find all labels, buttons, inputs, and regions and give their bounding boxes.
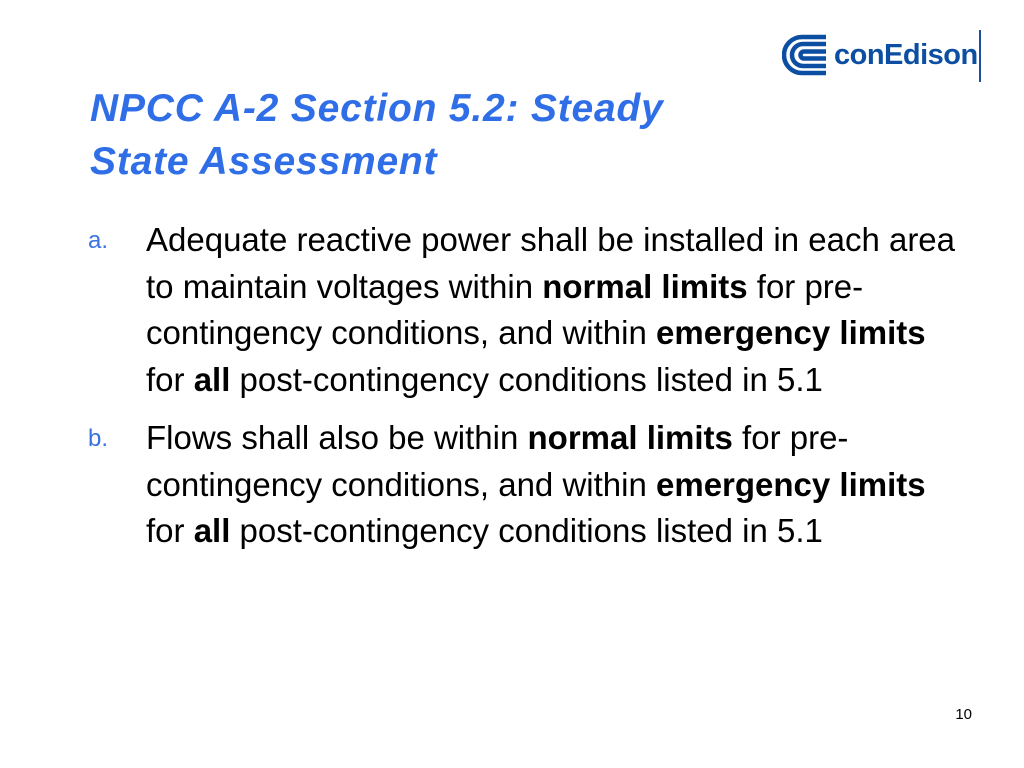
bullet-text-segment: for xyxy=(146,512,194,549)
logo-text: conEdison xyxy=(834,38,978,71)
bullet-marker: b. xyxy=(88,425,109,452)
slide-title-line-1: NPCC A-2 Section 5.2: Steady xyxy=(90,87,664,130)
emphasis-normal-limits: normal limits xyxy=(527,419,733,456)
con-edison-logo xyxy=(782,28,982,82)
bullet-item-b xyxy=(88,415,963,555)
bullet-text-segment: post-contingency conditions listed in 5.1 xyxy=(230,360,823,398)
bullet-list xyxy=(88,217,963,555)
bullet-text-segment: post-contingency conditions listed in 5.1 xyxy=(230,512,823,549)
bullet-text-segment: for pre-contingency conditions, and within xyxy=(146,267,864,351)
bullet-item-a xyxy=(88,217,963,403)
slide-title xyxy=(90,82,910,188)
page-number: 10 xyxy=(955,706,972,723)
emphasis-emergency-limits: emergency limits xyxy=(656,314,926,351)
bullet-marker: a. xyxy=(88,227,109,254)
emphasis-emergency-limits: emergency limits xyxy=(656,465,926,503)
emphasis-normal-limits: normal limits xyxy=(542,267,748,305)
con-edison-c-icon xyxy=(782,32,832,78)
bullet-text-segment: Adequate reactive power shall be installed in each area to maintain voltages within xyxy=(146,221,956,305)
slide-title-line-2: State Assessment xyxy=(90,140,438,183)
bullet-text-segment: Flows shall also be within xyxy=(146,419,528,456)
emphasis-all: all xyxy=(193,512,231,549)
emphasis-all: all xyxy=(193,360,231,398)
bullet-text-segment: for xyxy=(146,360,194,398)
bullet-text xyxy=(146,415,963,555)
logo-divider xyxy=(979,30,981,82)
bullet-text-segment: for pre-contingency conditions, and within xyxy=(146,419,849,503)
bullet-text xyxy=(146,217,963,403)
